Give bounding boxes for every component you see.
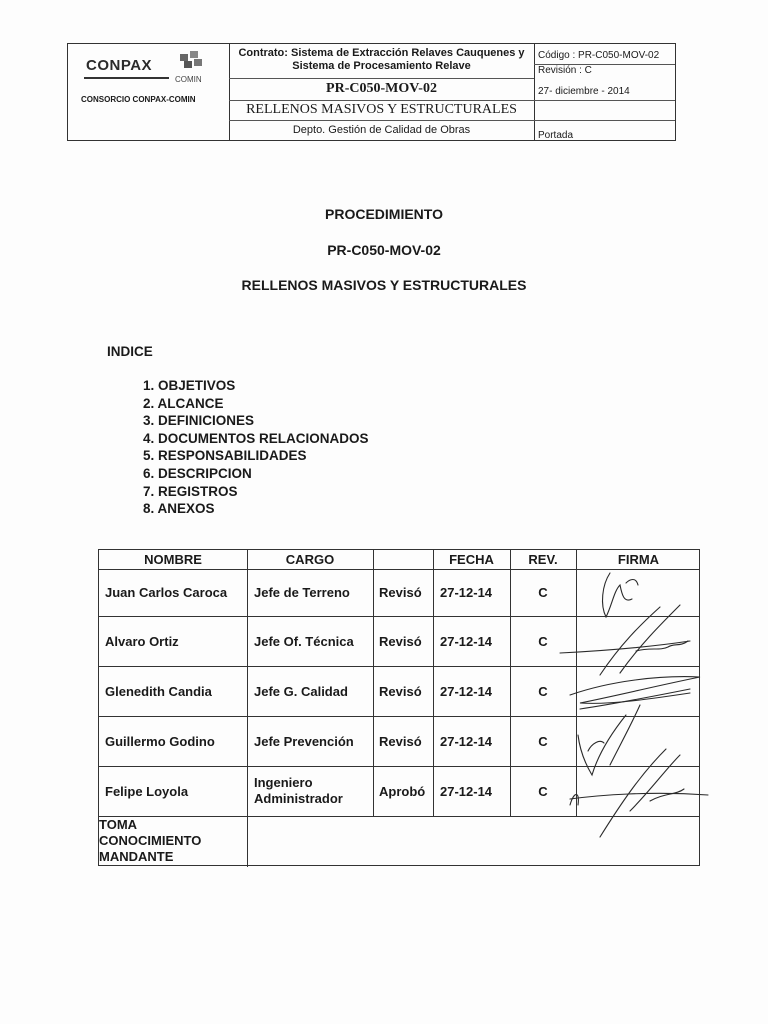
mandante-label [99,817,201,865]
row-action: Aprobó [379,784,426,799]
index-item: 5. RESPONSABILIDADES [143,448,307,464]
row-name: Juan Carlos Caroca [105,585,228,600]
logo-mark-icon [178,50,206,70]
index-item: 8. ANEXOS [143,501,215,517]
organization-name: CONSORCIO CONPAX-COMIN [81,95,196,104]
index-item: 1. OBJETIVOS [143,378,236,393]
signature-5 [570,793,708,799]
row-rev: C [538,585,548,600]
row-role: Jefe de Terreno [254,585,350,600]
row-name: Glenedith Candia [105,684,212,699]
header-date: FECHA [449,552,494,567]
document-header [67,43,676,141]
page-label: Portada [538,130,574,141]
index-item: 6. DESCRIPCION [143,465,252,481]
row-date: 27-12-14 [440,734,493,749]
row-date: 27-12-14 [440,684,493,699]
row-role: Jefe Of. Técnica [254,634,354,649]
index-label: INDICE [107,344,153,359]
index-item: 2. ALCANCE [143,395,224,411]
contract-line-1: Contrato: Sistema de Extracción Relaves Cauquenes y [238,47,525,59]
index-list [143,377,369,518]
row-action: Revisó [379,585,422,600]
row-rev: C [538,634,548,649]
row-date: 27-12-14 [440,784,493,799]
header-date: 27- diciembre - 2014 [538,86,630,97]
row-action: Revisó [379,684,422,699]
mandante-line1: TOMA [99,817,138,832]
row-rev: C [538,784,548,799]
document-code: Código : PR-C050-MOV-02 [538,50,660,61]
row-role-line2: Administrador [254,791,343,806]
index-item: 7. REGISTROS [143,483,238,499]
contract-line-2: Sistema de Procesamiento Relave [292,60,471,72]
row-role: Jefe Prevención [254,734,354,749]
department: Depto. Gestión de Calidad de Obras [292,124,471,136]
header-signature: FIRMA [617,552,660,567]
index-item: 4. DOCUMENTOS RELACIONADOS [143,430,369,446]
mandante-line2: CONOCIMIENTO [99,833,202,848]
revision: Revisión : C [538,65,592,76]
row-rev: C [538,734,548,749]
row-role [254,775,343,807]
header-title: RELLENOS MASIVOS Y ESTRUCTURALES [246,102,517,117]
row-date: 27-12-14 [440,585,493,600]
row-date: 27-12-14 [440,634,493,649]
mandante-line3: MANDANTE [99,849,174,864]
logo-subtitle: COMIN [175,75,202,84]
header-code: PR-C050-MOV-02 [326,81,437,96]
row-role: Jefe G. Calidad [254,684,348,699]
row-role-line1: Ingeniero [254,775,313,790]
header-role: CARGO [285,552,335,567]
row-name: Guillermo Godino [105,734,215,749]
row-name: Felipe Loyola [105,784,189,799]
row-action: Revisó [379,734,422,749]
signature-4 [578,715,626,775]
signature-1 [603,573,632,617]
row-rev: C [538,684,548,699]
header-name: NOMBRE [144,552,202,567]
row-name: Alvaro Ortiz [105,634,179,649]
handwritten-signatures [540,555,710,845]
company-logo: CONPAX [86,57,153,74]
document-title: RELLENOS MASIVOS Y ESTRUCTURALES [241,277,527,293]
row-action: Revisó [379,634,422,649]
document-code-title: PR-C050-MOV-02 [327,242,441,258]
index-item: 3. DEFINICIONES [143,413,255,429]
document-heading: PROCEDIMIENTO [325,206,443,222]
header-rev: REV. [528,552,558,567]
